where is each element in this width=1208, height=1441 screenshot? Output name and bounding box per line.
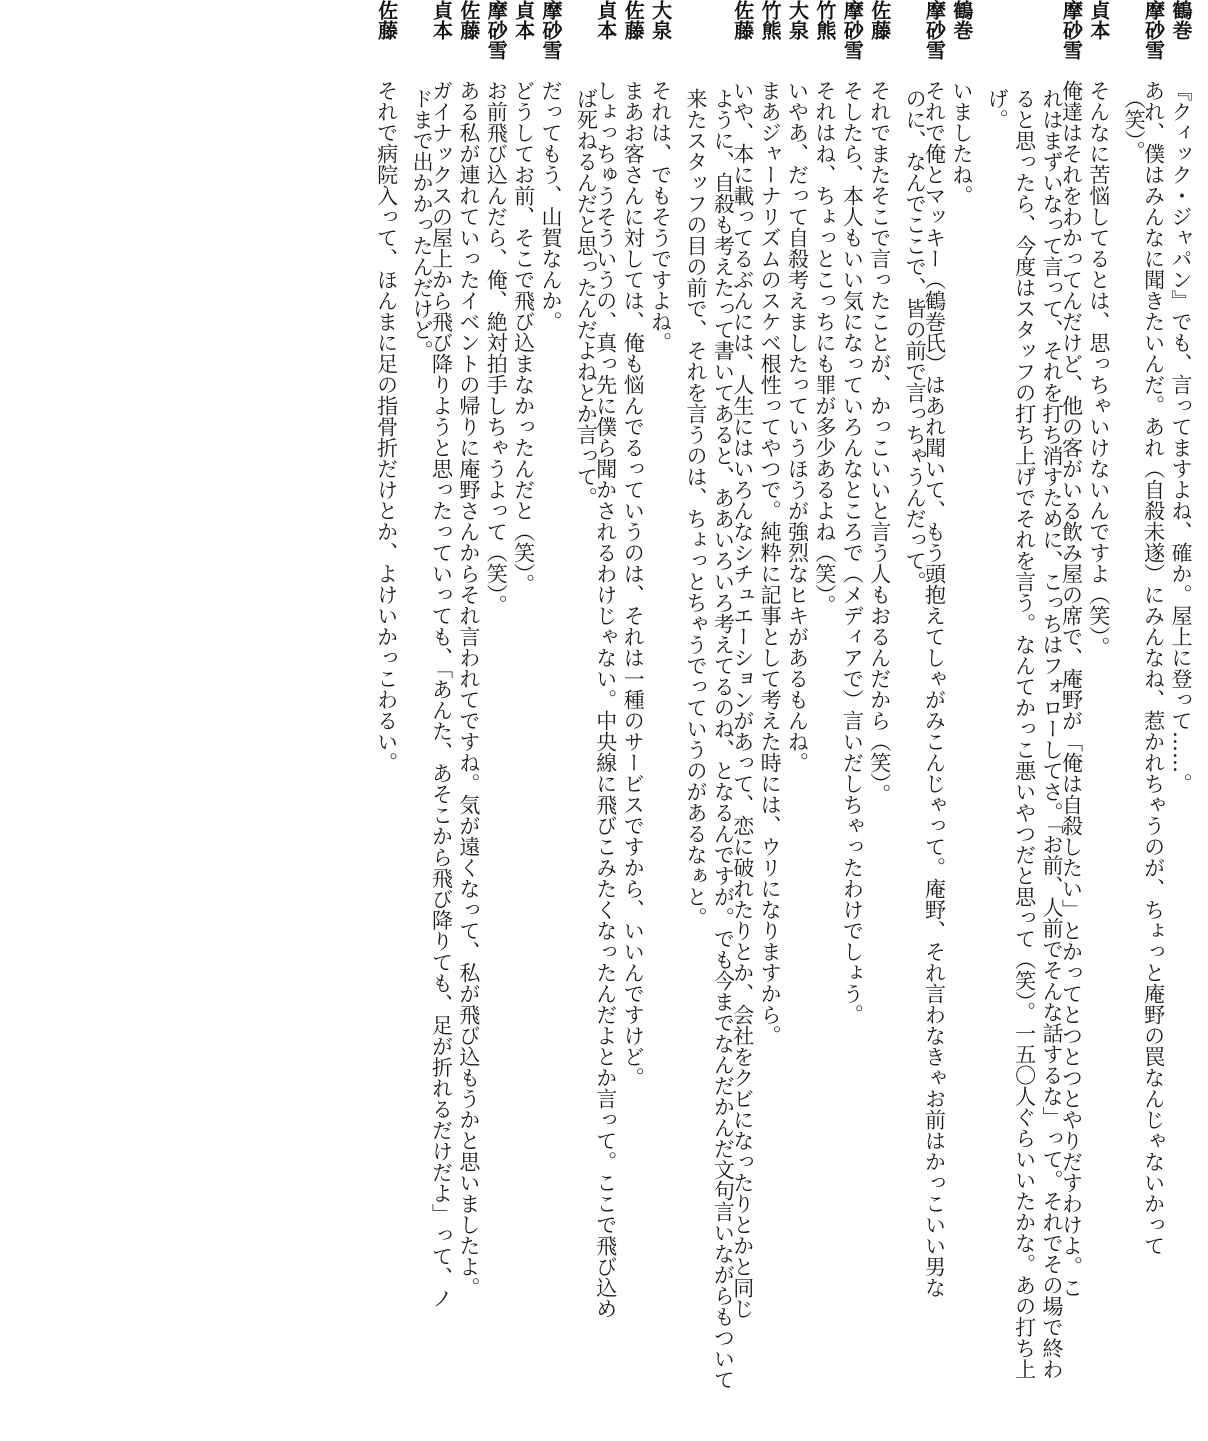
- speaker-name: 貞本: [1086, 0, 1111, 40]
- dialogue-text: まあジャーナリズムのスケベ根性ってやつで。純粋に記事として考えた時には、ウリになりますから。: [758, 80, 783, 1046]
- dialogue-continuation: [1038, 0, 1065, 1441]
- speaker-name: 摩砂雪: [1141, 0, 1166, 60]
- dialogue-line: [922, 0, 955, 1441]
- speaker-name: 佐藤: [374, 0, 399, 40]
- dialogue-text: そしたら、本人もいい気になっていろんなところで（メディアで）言いだしちゃったわけでしょう。: [840, 80, 865, 1025]
- speaker-name: 大泉: [785, 0, 810, 40]
- dialogue-text: お前飛び込んだら、俺、絶対拍手しちゃうよって（笑）。: [484, 80, 509, 616]
- dialogue-text: それでまたそこで言ったことが、かっこいいと言う人もおるんだから（笑）。: [867, 80, 892, 805]
- dialogue-text: そんなに苦悩してるとは、思っちゃいけないんですよ（笑）。: [1086, 80, 1111, 658]
- speaker-name: 摩砂雪: [1059, 0, 1084, 60]
- dialogue-text: ば死ねるんだと思ったんだよねとか言って。: [574, 88, 599, 508]
- dialogue-continuation: [682, 0, 709, 1441]
- dialogue-text: げ。: [985, 88, 1010, 130]
- dialogue-text: 来たスタッフの目の前で、それを言うのは、ちょっとちゃうでっていうのがあるなぁと。: [683, 88, 708, 928]
- speaker-name: 摩砂雪: [922, 0, 947, 60]
- dialogue-text: のに、なんでここで、皆の前で言っちゃうんだって。: [903, 88, 928, 592]
- dialogue-text: それはね、ちょっとこっちにも罪が多少あるよね（笑）。: [812, 80, 837, 616]
- dialogue-text: あれ、僕はみんなに聞きたいんだ。あれ（自殺未遂）にみんなね、惹かれちゃうのが、ちょっと庵野の罠なんじゃないかって: [1141, 80, 1166, 1256]
- dialogue-text: ると思ったら、今度はスタッフの打ち上げでそれを言う。なんてかっこ悪いやつだと思って（笑）。一五〇人ぐらいいたかな。あの打ち上: [1012, 88, 1037, 1380]
- speaker-name: 摩砂雪: [539, 0, 564, 60]
- speaker-name: 貞本: [429, 0, 454, 40]
- dialogue-text: いやあ、だって自殺考えましたっていうほうが強烈なヒキがあるもんね。: [785, 80, 810, 773]
- dialogue-text: れはまずいなって言って、それを打ち消すために、こっちはフォローしてさ。「お前、人前でそんな話するな」って。それでその場で終わ: [1040, 88, 1065, 1380]
- speaker-name: 大泉: [648, 0, 673, 40]
- dialogue-continuation: [709, 0, 736, 1441]
- dialogue-text: しょっちゅうそういうの、真っ先に僕ら聞かされるわけじゃない。中央線に飛びこみたくなったんだよとか言って。ここで飛び込め: [593, 80, 618, 1319]
- speaker-name: 摩砂雪: [840, 0, 865, 60]
- dialogue-text: ある私が連れていったイベントの帰りに庵野さんからそれ言われてですね。気が遠くなって、私が飛び込もうかと思いましたよ。: [456, 80, 481, 1298]
- speaker-name: 鶴巻: [949, 0, 974, 40]
- dialogue-text: 俺達はそれをわかってんだけど、他の客がいる飲み屋の席で、庵野が「俺は自殺したい」とかってとつとつとやりだすわけよ。こ: [1059, 80, 1084, 1298]
- speaker-name: 竹熊: [812, 0, 837, 40]
- dialogue-text: ドまで出かかったんだけど。: [410, 88, 435, 361]
- speaker-name: 佐藤: [456, 0, 481, 40]
- dialogue-text: それで病院入って、ほんまに足の指骨折だけとか、よけいかっこわるい。: [374, 80, 399, 773]
- speaker-name: 鶴巻: [1169, 0, 1193, 40]
- dialogue-text: いや、本に載ってるぶんには、人生にはいろんなシチュエーションがあって、恋に破れたりとか、会社をクビになったりとかと同じ: [730, 80, 755, 1319]
- dialogue-continuation: [983, 0, 1010, 1441]
- speaker-name: 貞本: [593, 0, 618, 40]
- dialogue-text: （笑）。: [1122, 88, 1147, 162]
- speaker-name: 竹熊: [758, 0, 783, 40]
- dialogue-line: [648, 0, 681, 1441]
- speaker-name: 貞本: [511, 0, 536, 40]
- dialogue-line: [1086, 0, 1119, 1441]
- dialogue-text: だってもう、山賀なんか。: [539, 80, 564, 332]
- dialogue-line: [1169, 0, 1202, 1441]
- speaker-name: 摩砂雪: [484, 0, 509, 60]
- dialogue-text: ガイナックスの屋上から飛び降りようと思ったっていっても、「あんた、あそこから飛び降りても、足が折れるだけだよ」って、ノ: [429, 80, 454, 1309]
- dialogue-text: どうしてお前、そこで飛び込まなかったんだと（笑）。: [511, 80, 536, 595]
- dialogue-line: [374, 0, 407, 1441]
- speaker-name: 佐藤: [730, 0, 755, 40]
- speaker-name: 佐藤: [621, 0, 646, 40]
- dialogue-text: いましたね。: [949, 80, 974, 206]
- dialogue-line: [949, 0, 982, 1441]
- speaker-name: 佐藤: [867, 0, 892, 40]
- dialogue-text: ように、自殺も考えたって書いてあると、ああいろいろ考えてるのね、となるんですが。でも今までなんだかんだ文句言いながらもついて: [711, 88, 736, 1390]
- dialogue-text: 『クィック・ジャパン』でも、言ってますよね、確か。屋上に登って……。: [1169, 80, 1193, 794]
- dialogue-text: それで俺とマッキー（鶴巻氏）はあれ聞いて、もう頭抱えてしゃがみこんじゃって。庵野、それ言わなきゃお前はかっこいい男な: [922, 80, 947, 1298]
- dialogue-text: まあお客さんに対しては、俺も悩んでるっていうのは、それは一種のサービスですから、いいんですけど。: [621, 80, 646, 1088]
- dialogue-line: [867, 0, 900, 1441]
- dialogue-text: それは、でもそうですよね。: [648, 80, 673, 353]
- dialogue-continuation: [1010, 0, 1037, 1441]
- dialogue-line: [539, 0, 572, 1441]
